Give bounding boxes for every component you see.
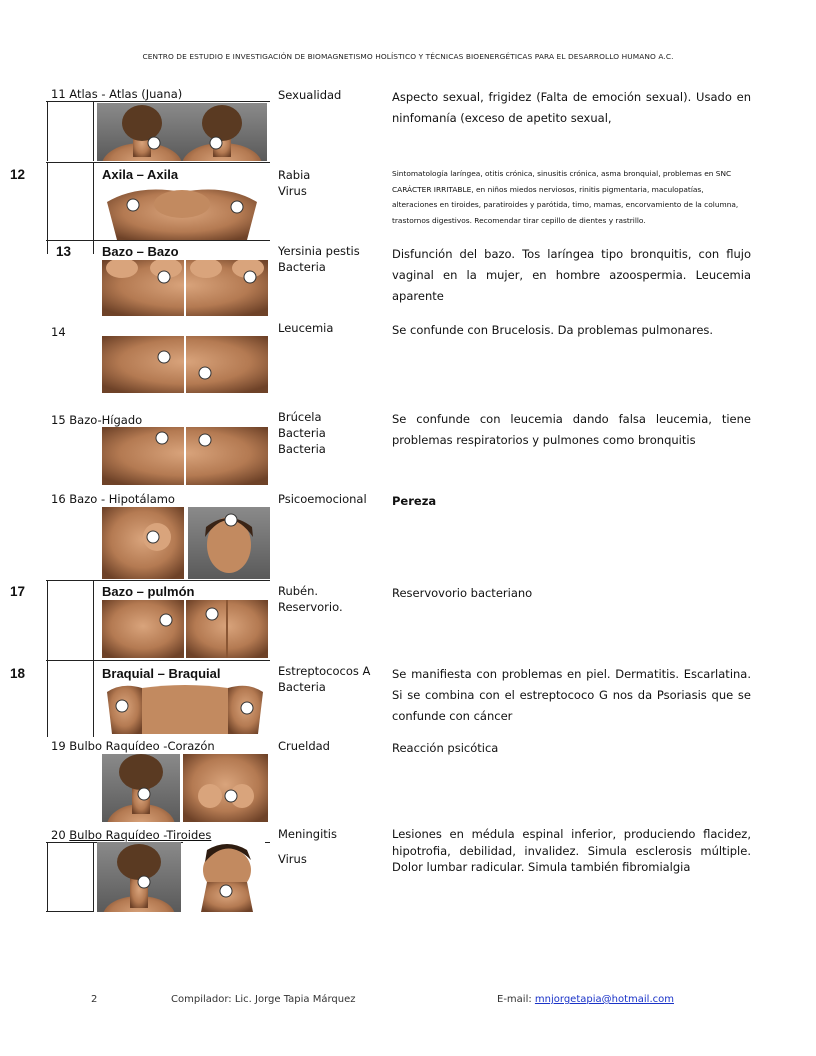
description: Reservovorio bacteriano — [392, 586, 533, 600]
footer-email — [497, 994, 674, 1005]
divider — [47, 660, 48, 737]
description: Pereza — [392, 494, 437, 508]
category: Bacteria — [278, 426, 326, 440]
description: Lesiones en médula espinal inferior, produciendo flacidez, hipotrofia, debilidad, invalidez. Simula esclerosis múltiple. Dolor lumbar radicular. Simula también fibromialgia — [392, 827, 751, 874]
category: Bacteria — [278, 442, 326, 456]
email-link[interactable]: mnjorgetapia@hotmail.com — [534, 994, 674, 1005]
magnet-point-marker — [127, 199, 140, 212]
point-name: 15 Bazo-Hígado — [51, 413, 143, 427]
category: Meningitis — [278, 827, 337, 841]
magnet-point-marker — [116, 700, 129, 713]
divider — [93, 101, 94, 161]
magnet-point-marker — [158, 271, 171, 284]
magnet-point-marker — [244, 271, 257, 284]
divider — [47, 580, 48, 660]
description: Sintomatología laríngea, otitis crónica, sinusitis crónica, asma bronquial, problemas en SNC CARÁCTER IRRITABLE, en niños miedos nerviosos, rinitis pigmentaria, maculopatías, alteraciones en tiroides, paratiroides y parótida, timo, mamas, encorvamiento de la columna, trastornos digestivos. Recomendar tirar cepillo de dientes y rastrillo. — [392, 169, 739, 225]
category: Virus — [278, 184, 307, 198]
point-name: Braquial – Braquial — [102, 666, 221, 681]
photo-head-and-chest — [102, 754, 268, 822]
magnet-point-marker — [225, 790, 238, 803]
email-label: E-mail: — [497, 994, 532, 1005]
description: Se manifiesta con problemas en piel. Dermatitis. Escarlatina. Si se combina con el estreptococo G nos da Psoriasis que se confunde con cáncer — [392, 667, 751, 723]
magnet-point-marker — [241, 702, 254, 715]
point-name: Bazo – pulmón — [102, 584, 195, 599]
category: Virus — [278, 852, 307, 866]
divider — [93, 580, 94, 660]
page-number: 2 — [91, 994, 98, 1005]
magnet-point-marker — [158, 351, 171, 364]
category: Reservorio. — [278, 600, 343, 614]
photo-chest-armpits — [97, 184, 267, 240]
photo-torso-abdomen — [102, 260, 268, 316]
divider — [46, 911, 94, 912]
category: Rabia — [278, 168, 311, 182]
magnet-point-marker — [210, 137, 223, 150]
category: Sexualidad — [278, 88, 342, 102]
divider — [93, 660, 94, 737]
category: Brúcela — [278, 410, 322, 424]
description: Aspecto sexual, frigidez (Falta de emoción sexual). Usado en ninfomanía (exceso de apetito sexual, — [392, 90, 751, 125]
divider — [46, 240, 270, 241]
photo-abdomen — [102, 336, 268, 393]
point-name: 11 Atlas - Atlas (Juana) — [51, 87, 183, 101]
divider — [46, 580, 270, 581]
description: Reacción psicótica — [392, 741, 499, 755]
photo-torso — [102, 427, 268, 485]
divider — [47, 842, 48, 912]
photo-head-back — [97, 103, 267, 161]
point-number: 18 — [10, 666, 26, 681]
description: Se confunde con leucemia dando falsa leucemia, tiene problemas respiratorios y pulmones como bronquitis — [392, 412, 751, 447]
divider — [47, 101, 48, 161]
point-name: 16 Bazo - Hipotálamo — [51, 492, 175, 506]
magnet-point-marker — [231, 201, 244, 214]
magnet-point-marker — [199, 367, 212, 380]
category: Crueldad — [278, 739, 330, 753]
magnet-point-marker — [138, 876, 151, 889]
divider — [46, 162, 270, 163]
category: Leucemia — [278, 321, 334, 335]
magnet-point-marker — [147, 531, 160, 544]
description: Se confunde con Brucelosis. Da problemas pulmonares. — [392, 323, 714, 337]
category: Bacteria — [278, 260, 326, 274]
point-name: 20 Bulbo Raquídeo -Tiroides — [51, 828, 212, 842]
category: Yersinia pestis — [278, 244, 360, 258]
point-name: Axila – Axila — [102, 167, 179, 182]
magnet-point-marker — [160, 614, 173, 627]
category: Bacteria — [278, 680, 326, 694]
photo-torso-back — [102, 600, 268, 658]
category: Estreptococos A — [278, 664, 371, 678]
divider — [93, 842, 94, 912]
point-number: 12 — [10, 167, 26, 182]
point-name: 19 Bulbo Raquídeo -Corazón — [51, 739, 215, 753]
divider — [46, 660, 270, 661]
magnet-point-marker — [199, 434, 212, 447]
magnet-point-marker — [220, 885, 233, 898]
point-number: 13 — [56, 244, 72, 259]
photo-torso-and-face — [102, 507, 270, 579]
point-name: Bazo – Bazo — [102, 244, 179, 259]
divider — [46, 101, 270, 102]
category: Psicoemocional — [278, 492, 367, 506]
point-name: 14 — [51, 325, 66, 339]
magnet-point-marker — [225, 514, 238, 527]
magnet-point-marker — [138, 788, 151, 801]
magnet-point-marker — [206, 608, 219, 621]
footer-compiler: Compilador: Lic. Jorge Tapia Márquez — [171, 994, 356, 1005]
point-number: 17 — [10, 584, 26, 599]
page-header: CENTRO DE ESTUDIO E INVESTIGACIÓN DE BIOMAGNETISMO HOLÍSTICO Y TÉCNICAS BIOENERGÉTICAS PARA EL DESARROLLO HUMANO A.C. — [142, 52, 674, 61]
category: Rubén. — [278, 584, 319, 598]
description: Disfunción del bazo. Tos laríngea tipo bronquitis, con flujo vaginal en la mujer, en hombre azoospermia. Leucemia aparente — [392, 247, 751, 303]
magnet-point-marker — [148, 137, 161, 150]
photo-head-and-neck — [97, 842, 265, 912]
magnet-point-marker — [156, 432, 169, 445]
